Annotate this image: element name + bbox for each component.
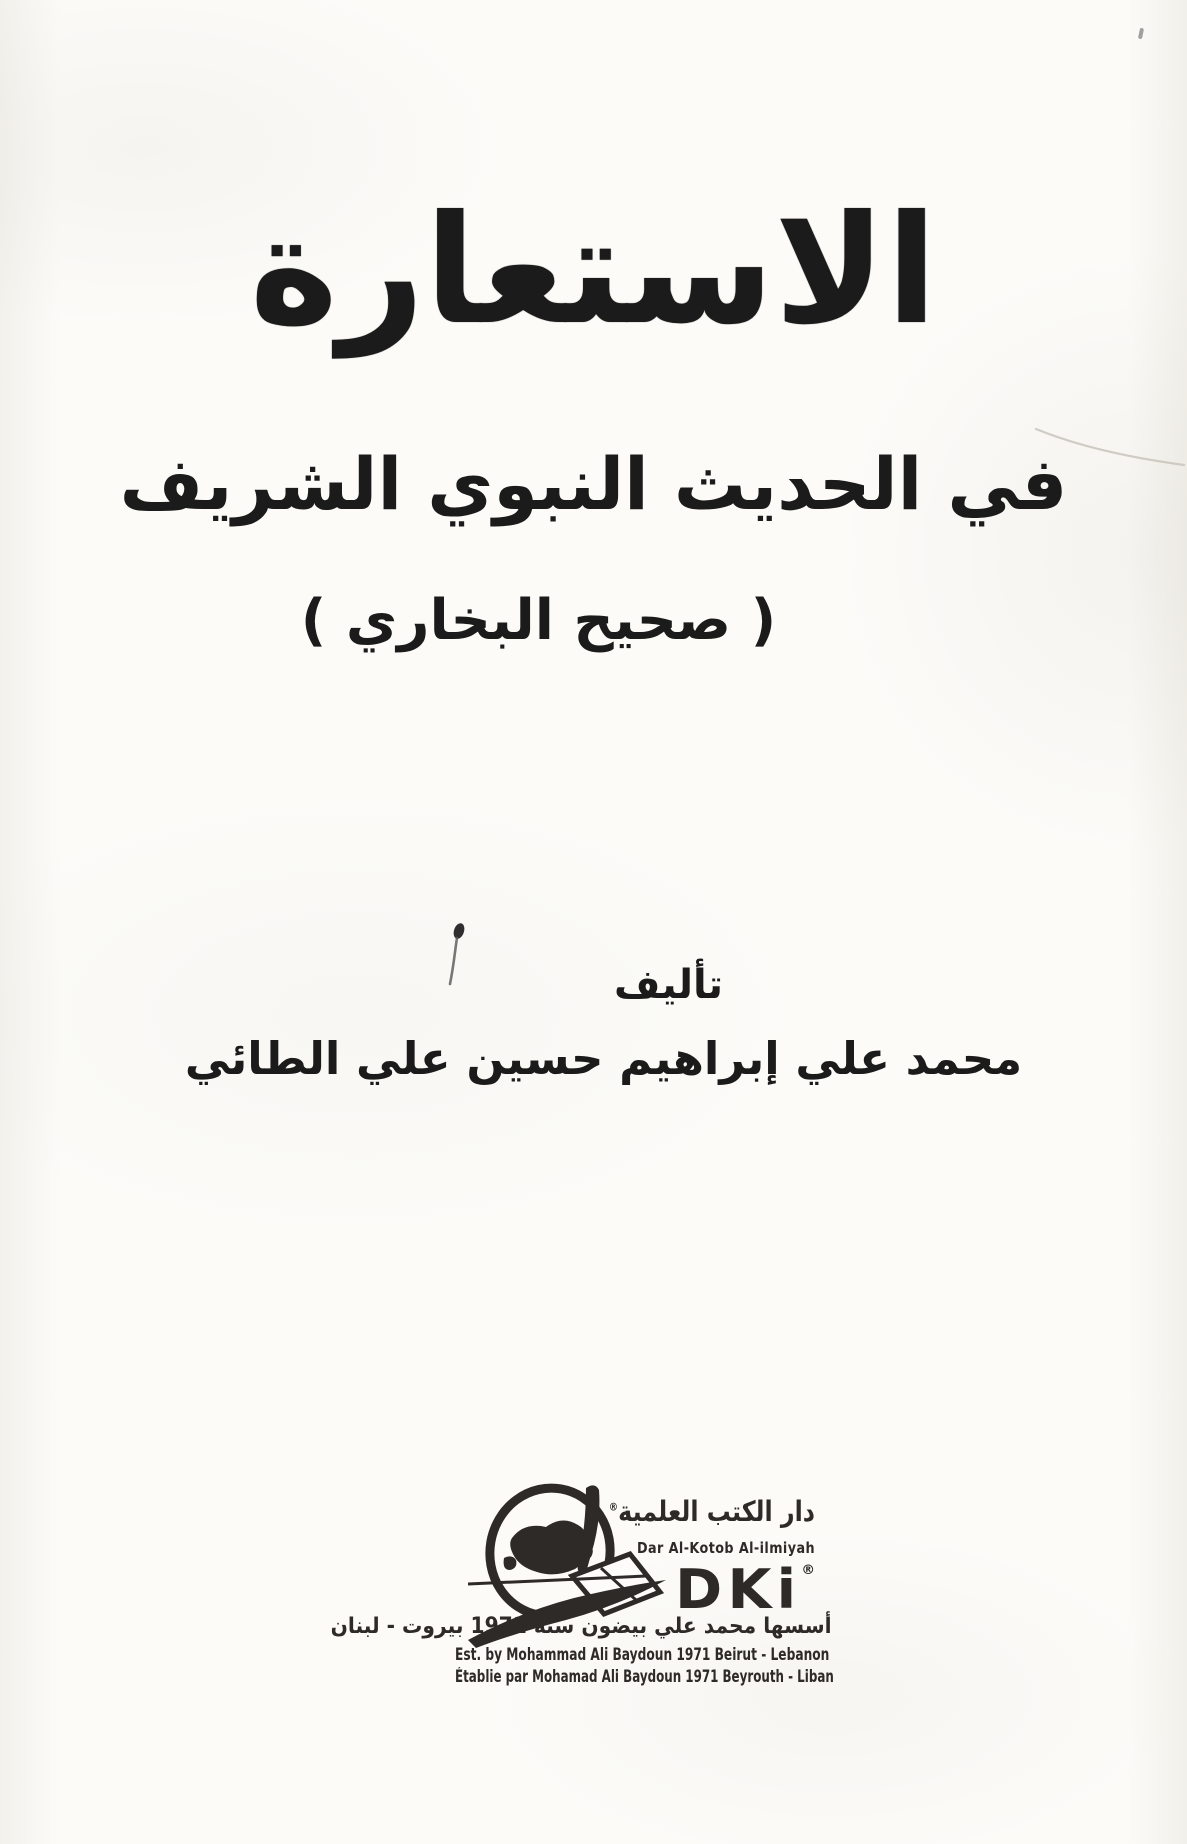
registered-trademark-symbol: ® — [608, 1500, 619, 1514]
scan-speck — [1138, 28, 1144, 40]
publisher-name-arabic — [594, 1494, 815, 1530]
publisher-name-arabic-text: دار الكتب العلمية — [618, 1495, 815, 1528]
publisher-name-english: Dar Al-Kotob Al-ilmiyah — [637, 1539, 815, 1558]
founded-line-french: Établie par Mohamad Ali Baydoun 1971 Beyrouth - Liban — [455, 1667, 834, 1686]
byline-label: تأليف — [613, 962, 724, 1008]
author-name: محمد علي إبراهيم حسين علي الطائي — [184, 1032, 1023, 1085]
publisher-abbreviation-text: DKi — [675, 1558, 802, 1622]
book-subtitle: في الحديث النبوي الشريف — [119, 442, 1068, 526]
publisher-abbreviation-dki — [542, 1558, 815, 1622]
book-main-title: الاستعارة — [249, 184, 938, 358]
registered-trademark-symbol: ® — [801, 1563, 815, 1579]
founded-line-arabic: أسسها محمد علي بيضون سنة 1971 بيروت - لبنان — [330, 1614, 832, 1639]
founded-line-english: Est. by Mohammad Ali Baydoun 1971 Beirut - Lebanon — [455, 1645, 830, 1664]
book-source-parenthetical: ( صحيح البخاري ) — [300, 588, 777, 653]
